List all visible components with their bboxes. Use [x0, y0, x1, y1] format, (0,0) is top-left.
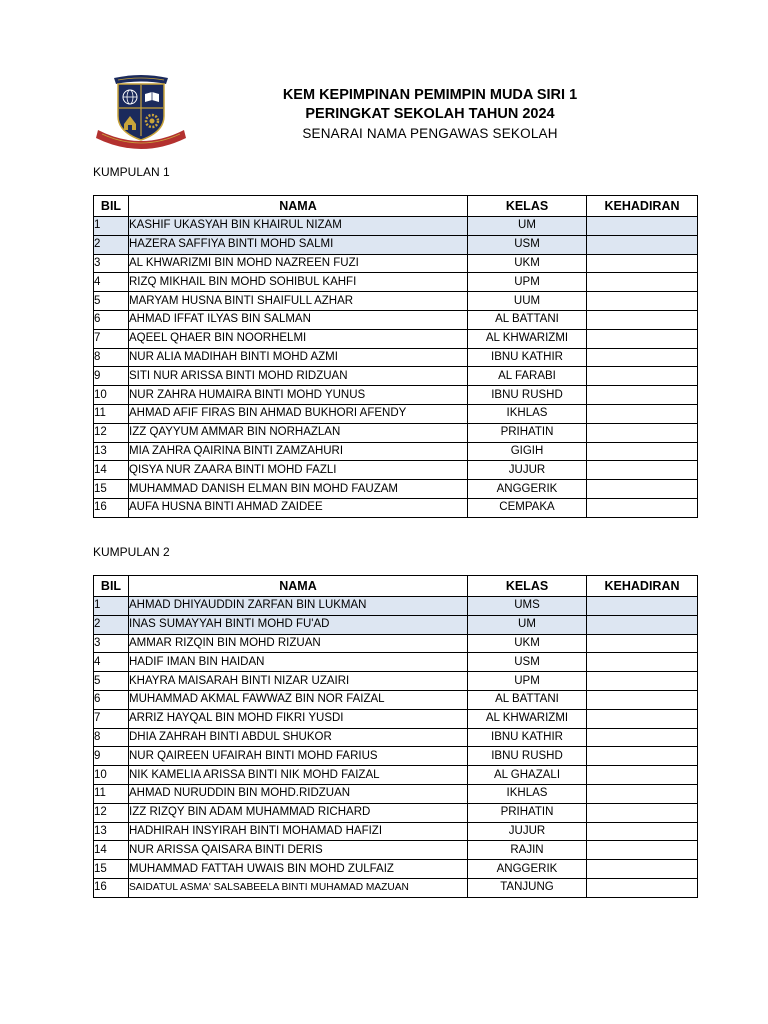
- column-header-kehadiran: KEHADIRAN: [587, 196, 698, 217]
- cell-nama: INAS SUMAYYAH BINTI MOHD FU'AD: [129, 615, 468, 634]
- table-header-row: [94, 196, 698, 217]
- table-row: [94, 292, 698, 311]
- cell-kehadiran: [587, 386, 698, 405]
- table-row: [94, 728, 698, 747]
- cell-kelas: IBNU RUSHD: [468, 386, 587, 405]
- cell-kelas: AL FARABI: [468, 367, 587, 386]
- cell-bil: 16: [94, 878, 129, 897]
- cell-kelas: JUJUR: [468, 822, 587, 841]
- column-header-kelas: KELAS: [468, 196, 587, 217]
- cell-kehadiran: [587, 653, 698, 672]
- cell-kelas: ANGGERIK: [468, 860, 587, 879]
- table-row: [94, 254, 698, 273]
- cell-nama: AQEEL QHAER BIN NOORHELMI: [129, 329, 468, 348]
- cell-nama: ARRIZ HAYQAL BIN MOHD FIKRI YUSDI: [129, 709, 468, 728]
- table-row: [94, 329, 698, 348]
- cell-kehadiran: [587, 480, 698, 499]
- cell-nama: HADIF IMAN BIN HAIDAN: [129, 653, 468, 672]
- cell-kelas: IBNU KATHIR: [468, 348, 587, 367]
- cell-nama: NUR QAIREEN UFAIRAH BINTI MOHD FARIUS: [129, 747, 468, 766]
- cell-nama: HADHIRAH INSYIRAH BINTI MOHAMAD HAFIZI: [129, 822, 468, 841]
- cell-bil: 3: [94, 254, 129, 273]
- table-row: [94, 273, 698, 292]
- cell-kehadiran: [587, 329, 698, 348]
- cell-kehadiran: [587, 254, 698, 273]
- cell-kelas: USM: [468, 235, 587, 254]
- cell-nama: AHMAD NURUDDIN BIN MOHD.RIDZUAN: [129, 784, 468, 803]
- cell-nama: AUFA HUSNA BINTI AHMAD ZAIDEE: [129, 498, 468, 517]
- cell-bil: 12: [94, 803, 129, 822]
- cell-kelas: RAJIN: [468, 841, 587, 860]
- cell-kehadiran: [587, 672, 698, 691]
- cell-kehadiran: [587, 747, 698, 766]
- group-2-label: KUMPULAN 2: [93, 545, 170, 559]
- cell-kelas: UKM: [468, 634, 587, 653]
- table-row: [94, 672, 698, 691]
- cell-nama: AMMAR RIZQIN BIN MOHD RIZUAN: [129, 634, 468, 653]
- cell-bil: 13: [94, 822, 129, 841]
- document-heading: [200, 86, 660, 144]
- cell-bil: 15: [94, 480, 129, 499]
- cell-kelas: IBNU KATHIR: [468, 728, 587, 747]
- cell-nama: HAZERA SAFFIYA BINTI MOHD SALMI: [129, 235, 468, 254]
- cell-nama: MUHAMMAD DANISH ELMAN BIN MOHD FAUZAM: [129, 480, 468, 499]
- table-row: [94, 822, 698, 841]
- cell-kelas: UMS: [468, 597, 587, 616]
- cell-kelas: UM: [468, 217, 587, 236]
- cell-bil: 2: [94, 235, 129, 254]
- cell-kelas: AL KHWARIZMI: [468, 709, 587, 728]
- cell-kelas: USM: [468, 653, 587, 672]
- cell-bil: 9: [94, 367, 129, 386]
- subtitle: SENARAI NAMA PENGAWAS SEKOLAH: [302, 126, 558, 141]
- table-row: [94, 442, 698, 461]
- cell-kehadiran: [587, 461, 698, 480]
- cell-nama: IZZ RIZQY BIN ADAM MUHAMMAD RICHARD: [129, 803, 468, 822]
- cell-kehadiran: [587, 367, 698, 386]
- table-row: [94, 690, 698, 709]
- cell-nama: AHMAD IFFAT ILYAS BIN SALMAN: [129, 310, 468, 329]
- column-header-nama: NAMA: [129, 196, 468, 217]
- cell-nama: MUHAMMAD FATTAH UWAIS BIN MOHD ZULFAIZ: [129, 860, 468, 879]
- table-row: [94, 878, 698, 897]
- cell-bil: 16: [94, 498, 129, 517]
- cell-kelas: AL BATTANI: [468, 310, 587, 329]
- table-row: [94, 860, 698, 879]
- table-row: [94, 784, 698, 803]
- table-row: [94, 498, 698, 517]
- cell-nama: AHMAD DHIYAUDDIN ZARFAN BIN LUKMAN: [129, 597, 468, 616]
- cell-kelas: AL BATTANI: [468, 690, 587, 709]
- table-row: [94, 747, 698, 766]
- cell-kehadiran: [587, 498, 698, 517]
- table-row: [94, 404, 698, 423]
- table-row: [94, 766, 698, 785]
- cell-bil: 7: [94, 329, 129, 348]
- cell-nama: SITI NUR ARISSA BINTI MOHD RIDZUAN: [129, 367, 468, 386]
- cell-bil: 3: [94, 634, 129, 653]
- cell-bil: 11: [94, 784, 129, 803]
- table-row: [94, 709, 698, 728]
- cell-kehadiran: [587, 273, 698, 292]
- cell-kelas: PRIHATIN: [468, 803, 587, 822]
- cell-kehadiran: [587, 860, 698, 879]
- column-header-bil: BIL: [94, 576, 129, 597]
- cell-nama: DHIA ZAHRAH BINTI ABDUL SHUKOR: [129, 728, 468, 747]
- cell-kehadiran: [587, 841, 698, 860]
- cell-bil: 5: [94, 292, 129, 311]
- table-row: [94, 423, 698, 442]
- table-row: [94, 841, 698, 860]
- cell-kehadiran: [587, 348, 698, 367]
- cell-kelas: IKHLAS: [468, 784, 587, 803]
- cell-nama: KHAYRA MAISARAH BINTI NIZAR UZAIRI: [129, 672, 468, 691]
- cell-nama: KASHIF UKASYAH BIN KHAIRUL NIZAM: [129, 217, 468, 236]
- cell-kelas: UPM: [468, 273, 587, 292]
- table-row: [94, 310, 698, 329]
- cell-nama: AHMAD AFIF FIRAS BIN AHMAD BUKHORI AFENDY: [129, 404, 468, 423]
- cell-bil: 8: [94, 348, 129, 367]
- group-1-table: [93, 195, 698, 518]
- cell-bil: 6: [94, 690, 129, 709]
- column-header-bil: BIL: [94, 196, 129, 217]
- cell-kelas: UKM: [468, 254, 587, 273]
- cell-kehadiran: [587, 766, 698, 785]
- cell-kehadiran: [587, 728, 698, 747]
- cell-kelas: UPM: [468, 672, 587, 691]
- table-row: [94, 597, 698, 616]
- table-row: [94, 217, 698, 236]
- cell-nama: SAIDATUL ASMA' SALSABEELA BINTI MUHAMAD MAZUAN: [129, 878, 468, 897]
- table-row: [94, 653, 698, 672]
- cell-nama: MARYAM HUSNA BINTI SHAIFULL AZHAR: [129, 292, 468, 311]
- cell-bil: 10: [94, 386, 129, 405]
- cell-kehadiran: [587, 878, 698, 897]
- column-header-kehadiran: KEHADIRAN: [587, 576, 698, 597]
- cell-nama: MUHAMMAD AKMAL FAWWAZ BIN NOR FAIZAL: [129, 690, 468, 709]
- cell-bil: 5: [94, 672, 129, 691]
- table-header-row: [94, 576, 698, 597]
- group-1-label: KUMPULAN 1: [93, 165, 170, 179]
- column-header-kelas: KELAS: [468, 576, 587, 597]
- cell-bil: 9: [94, 747, 129, 766]
- title-line-2: PERINGKAT SEKOLAH TAHUN 2024: [305, 106, 555, 122]
- cell-nama: IZZ QAYYUM AMMAR BIN NORHAZLAN: [129, 423, 468, 442]
- cell-bil: 10: [94, 766, 129, 785]
- cell-bil: 12: [94, 423, 129, 442]
- cell-kelas: ANGGERIK: [468, 480, 587, 499]
- cell-kehadiran: [587, 235, 698, 254]
- cell-nama: NUR ARISSA QAISARA BINTI DERIS: [129, 841, 468, 860]
- cell-bil: 13: [94, 442, 129, 461]
- table-row: [94, 634, 698, 653]
- cell-kelas: PRIHATIN: [468, 423, 587, 442]
- cell-nama: NUR ZAHRA HUMAIRA BINTI MOHD YUNUS: [129, 386, 468, 405]
- cell-bil: 14: [94, 461, 129, 480]
- cell-nama: MIA ZAHRA QAIRINA BINTI ZAMZAHURI: [129, 442, 468, 461]
- cell-kehadiran: [587, 404, 698, 423]
- cell-kelas: AL GHAZALI: [468, 766, 587, 785]
- cell-bil: 15: [94, 860, 129, 879]
- cell-nama: QISYA NUR ZAARA BINTI MOHD FAZLI: [129, 461, 468, 480]
- cell-kelas: UUM: [468, 292, 587, 311]
- cell-kehadiran: [587, 310, 698, 329]
- cell-bil: 2: [94, 615, 129, 634]
- cell-kelas: UM: [468, 615, 587, 634]
- cell-kehadiran: [587, 690, 698, 709]
- cell-kehadiran: [587, 597, 698, 616]
- cell-bil: 1: [94, 217, 129, 236]
- cell-kelas: CEMPAKA: [468, 498, 587, 517]
- school-crest-logo: [92, 72, 190, 152]
- cell-kehadiran: [587, 442, 698, 461]
- cell-kelas: JUJUR: [468, 461, 587, 480]
- table-row: [94, 386, 698, 405]
- table-row: [94, 348, 698, 367]
- cell-kehadiran: [587, 615, 698, 634]
- cell-kehadiran: [587, 709, 698, 728]
- cell-kehadiran: [587, 217, 698, 236]
- cell-bil: 7: [94, 709, 129, 728]
- cell-kelas: IKHLAS: [468, 404, 587, 423]
- cell-nama: NUR ALIA MADIHAH BINTI MOHD AZMI: [129, 348, 468, 367]
- cell-bil: 8: [94, 728, 129, 747]
- title-line-1: KEM KEPIMPINAN PEMIMPIN MUDA SIRI 1: [282, 87, 578, 103]
- cell-bil: 6: [94, 310, 129, 329]
- table-row: [94, 461, 698, 480]
- cell-kehadiran: [587, 803, 698, 822]
- cell-kelas: AL KHWARIZMI: [468, 329, 587, 348]
- cell-kehadiran: [587, 423, 698, 442]
- cell-bil: 11: [94, 404, 129, 423]
- cell-bil: 14: [94, 841, 129, 860]
- cell-kehadiran: [587, 292, 698, 311]
- column-header-nama: NAMA: [129, 576, 468, 597]
- cell-kehadiran: [587, 822, 698, 841]
- group-2-table: [93, 575, 698, 898]
- table-row: [94, 615, 698, 634]
- cell-bil: 4: [94, 273, 129, 292]
- cell-nama: NIK KAMELIA ARISSA BINTI NIK MOHD FAIZAL: [129, 766, 468, 785]
- cell-bil: 1: [94, 597, 129, 616]
- cell-kelas: GIGIH: [468, 442, 587, 461]
- table-row: [94, 803, 698, 822]
- table-row: [94, 367, 698, 386]
- cell-bil: 4: [94, 653, 129, 672]
- cell-nama: RIZQ MIKHAIL BIN MOHD SOHIBUL KAHFI: [129, 273, 468, 292]
- table-row: [94, 480, 698, 499]
- cell-kelas: TANJUNG: [468, 878, 587, 897]
- cell-kehadiran: [587, 784, 698, 803]
- table-row: [94, 235, 698, 254]
- cell-kehadiran: [587, 634, 698, 653]
- cell-kelas: IBNU RUSHD: [468, 747, 587, 766]
- cell-nama: AL KHWARIZMI BIN MOHD NAZREEN FUZI: [129, 254, 468, 273]
